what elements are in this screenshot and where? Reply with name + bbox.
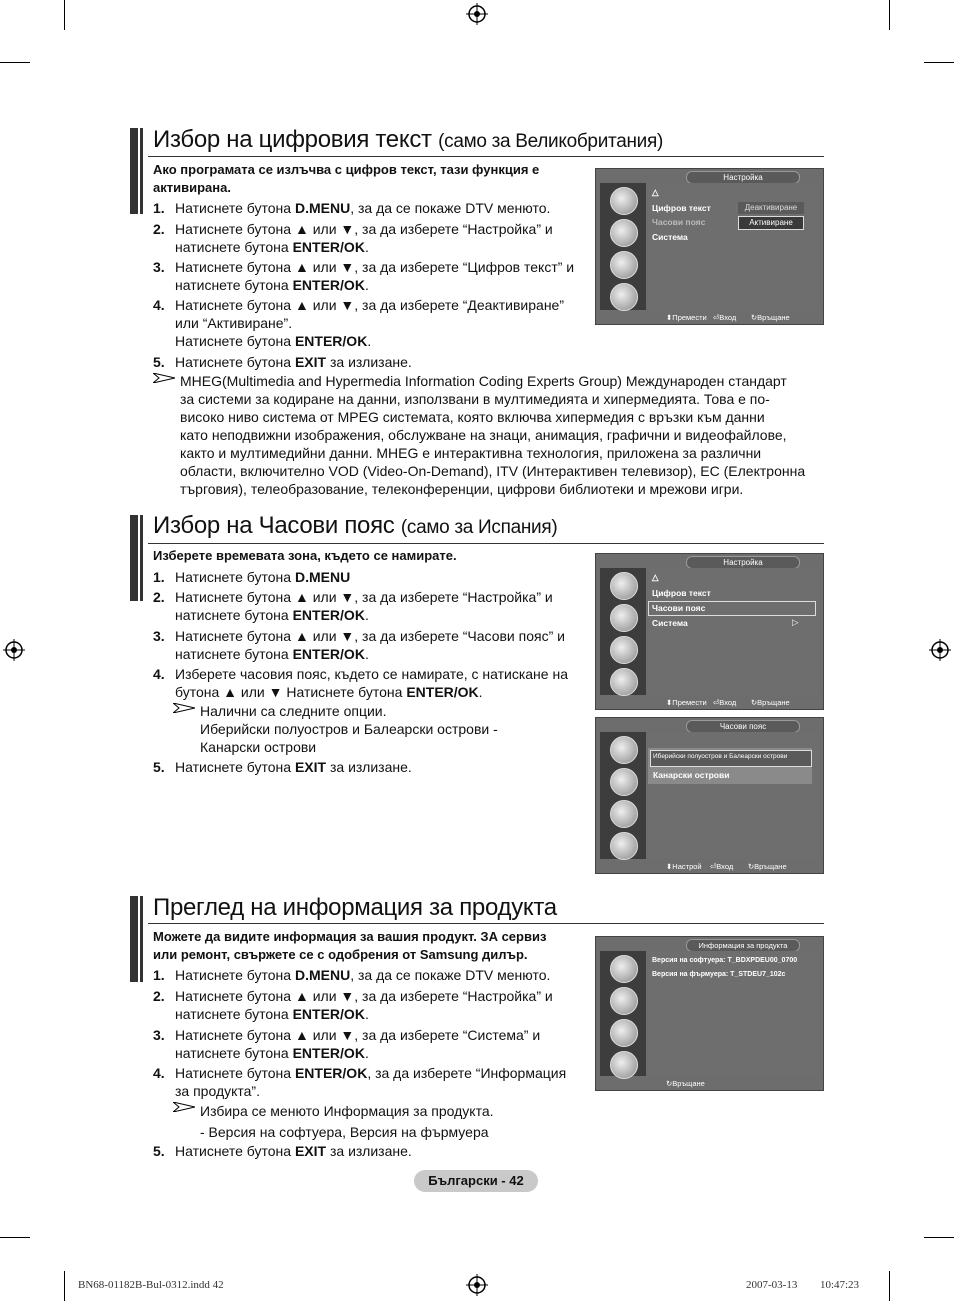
step-text: или “Активиране”. [175, 315, 293, 331]
intro-line: Изберете времевата зона, където се намирате. [153, 548, 457, 563]
step-text: Натиснете бутона EXIT за излизане. [175, 759, 412, 775]
step-text: натиснете бутона ENTER/OK. [175, 1045, 369, 1061]
step-text: натиснете бутона ENTER/OK. [175, 277, 369, 293]
move-icon: ⬍ [666, 698, 673, 707]
input-icon [610, 668, 638, 696]
step-text: Натиснете бутона ▲ или ▼, за да изберете “Настройка” и [175, 221, 553, 237]
step-text: Натиснете бутона ▲ или ▼, за да изберете “Настройка” и [175, 589, 553, 605]
footer-move: Премести [672, 313, 707, 322]
osd-header: Часови пояс [686, 720, 800, 733]
osd-setup-time-zone [595, 553, 824, 710]
footer-return: Връщане [754, 862, 787, 871]
up-arrow-icon: △ [652, 187, 659, 197]
note-line: - Версия на софтуера, Версия на фърмуера [200, 1124, 489, 1140]
osd-footer [666, 698, 790, 707]
section-bar [130, 515, 138, 601]
osd-item-digital-text[interactable]: Цифров текст [652, 588, 711, 598]
picture-icon [610, 187, 638, 215]
osd-panel [648, 951, 819, 1076]
note-arrow-icon [153, 373, 175, 383]
step-number: 1. [153, 200, 165, 216]
title-main: Избор на цифровия текст [153, 126, 432, 153]
crop-mark [924, 1237, 954, 1238]
note-line: MHEG(Multimedia and Hypermedia Information Coding Experts Group) Международен стандарт [180, 373, 787, 389]
intro-line: или ремонт, свържете се с одобрения от Samsung дилър. [153, 947, 528, 962]
intro-line: Ако програмата се излъчва с цифров текст, тази функция е [153, 162, 540, 177]
step-number: 5. [153, 1143, 165, 1159]
crop-mark [889, 0, 890, 30]
step-text: Натиснете бутона ENTER/OK. [175, 333, 372, 349]
mheg-note [180, 372, 805, 498]
fw-value: T_STDEU7_102c [730, 971, 786, 978]
footer-move: Премести [672, 698, 707, 707]
enter-icon: ⏎ [709, 862, 717, 871]
footer-enter: Вход [719, 698, 737, 707]
step-text: натиснете бутона ENTER/OK. [175, 607, 369, 623]
osd-footer [666, 313, 790, 322]
move-icon: ⬍ [666, 862, 673, 871]
step-number: 5. [153, 354, 165, 370]
section-bar [130, 128, 138, 214]
crop-mark [924, 62, 954, 63]
footer-return: Връщане [757, 698, 790, 707]
note-line: Иберийски полуостров и Балеарски острови - [200, 721, 498, 737]
osd-icon-column [600, 951, 646, 1076]
sound-icon [610, 219, 638, 247]
section-title-time-zone [153, 512, 557, 540]
return-icon: ↻ [666, 1079, 673, 1088]
note-arrow-icon [173, 1102, 195, 1112]
setup-icon [610, 636, 638, 664]
osd-footer [666, 862, 787, 871]
move-icon: ⬍ [666, 313, 673, 322]
step-number: 3. [153, 628, 165, 644]
step-text: Натиснете бутона D.MENU [175, 569, 351, 585]
crop-mark [64, 0, 65, 30]
step-text: Натиснете бутона D.MENU, за да се покаже DTV менюто. [175, 967, 551, 983]
sound-icon [610, 987, 638, 1015]
section-bar [140, 515, 143, 601]
footer-return: Връщане [672, 1079, 705, 1088]
section-bar [130, 896, 138, 982]
crop-mark [0, 62, 30, 63]
note-line: Канарски острови [200, 739, 317, 755]
enter-icon: ⏎ [713, 698, 720, 707]
note-line: търговия), телеобразование, телеконференции, цифрови библиотеки и мрежови игри. [180, 481, 744, 497]
step-number: 1. [153, 569, 165, 585]
note-line: високо ниво система от MPEG системата, която включва хипермедия с връзки към данни [180, 409, 765, 425]
option-iberian[interactable]: Иберийски полуостров и Балеарски острови [653, 753, 788, 760]
title-main: Избор на Часови пояс [153, 512, 395, 539]
osd-panel [648, 183, 819, 310]
setup-icon [610, 251, 638, 279]
step-text: Натиснете бутона ▲ или ▼, за да изберете “Настройка” и [175, 988, 553, 1004]
registration-mark-icon [929, 639, 951, 661]
osd-item-digital-text[interactable]: Цифров текст [652, 203, 711, 213]
divider [148, 543, 824, 544]
footer-enter: Вход [716, 862, 734, 871]
picture-icon [610, 572, 638, 600]
note-line: Избира се менюто Информация за продукта. [200, 1103, 494, 1119]
return-icon: ↻ [747, 862, 755, 871]
step-number: 3. [153, 1027, 165, 1043]
registration-mark-icon [466, 3, 488, 25]
osd-icon-column [600, 568, 646, 695]
option-disable[interactable]: Деактивиране [738, 202, 804, 214]
note-line: Налични са следните опции. [200, 703, 387, 719]
step-text: Натиснете бутона D.MENU, за да се покаже DTV менюто. [175, 200, 551, 216]
step-number: 4. [153, 297, 165, 313]
osd-item-time-zone[interactable]: Часови пояс [652, 603, 706, 613]
registration-mark-icon [3, 639, 25, 661]
step-number: 2. [153, 589, 165, 605]
step-number: 5. [153, 759, 165, 775]
osd-item-system[interactable]: Система [652, 232, 688, 242]
crop-mark [0, 1237, 30, 1238]
section-title-product-info: Преглед на информация за продукта [153, 894, 557, 921]
osd-footer [666, 1079, 705, 1088]
intro-line: Можете да видите информация за вашия продукт. ЗА сервиз [153, 929, 547, 944]
note-line: области, включително VOD (Video-On-Demand), ITV (Интерактивен телевизор), EC (Електронна [180, 463, 806, 479]
note-line: за системи за кодиране на данни, използвани в мултимедията и хипермедията. Това е по- [180, 391, 770, 407]
return-icon: ↻ [750, 698, 758, 707]
right-arrow-icon: ▷ [792, 617, 799, 627]
sw-label: Версия на софтуера: [652, 957, 726, 964]
footer-adjust: Настрой [672, 862, 702, 871]
osd-item-time-zone[interactable]: Часови пояс [652, 217, 706, 227]
option-enable[interactable]: Активиране [738, 216, 804, 230]
osd-header: Настройка [686, 171, 800, 184]
enter-icon: ⏎ [713, 313, 720, 322]
step-number: 2. [153, 988, 165, 1004]
registration-mark-icon [466, 1274, 488, 1296]
input-icon [610, 832, 638, 860]
step-number: 4. [153, 1065, 165, 1081]
sound-icon [610, 604, 638, 632]
note-arrow-icon [173, 703, 195, 713]
footer-enter: Вход [719, 313, 737, 322]
osd-header: Настройка [686, 556, 800, 569]
section-title-digital-text [153, 126, 663, 154]
setup-icon [610, 1019, 638, 1047]
title-sub: (само за Испания) [400, 517, 558, 538]
step-text: натиснете бутона ENTER/OK. [175, 1006, 369, 1022]
step-text: Натиснете бутона ▲ или ▼, за да изберете “Часови пояс” и [175, 628, 565, 644]
osd-icon-column [600, 183, 646, 310]
return-icon: ↻ [750, 313, 758, 322]
osd-item-system[interactable]: Система [652, 618, 688, 628]
osd-product-info [595, 936, 824, 1091]
input-icon [610, 1051, 638, 1079]
step-number: 3. [153, 259, 165, 275]
step-text: за продукта”. [175, 1083, 260, 1099]
option-canary[interactable]: Канарски острови [653, 770, 730, 780]
step-text: бутона ▲ или ▼ Натиснете бутона ENTER/OK. [175, 684, 483, 700]
step-text: Натиснете бутона ▲ или ▼, за да изберете “Деактивиране” [175, 297, 564, 313]
osd-panel [648, 568, 819, 695]
step-number: 1. [153, 967, 165, 983]
osd-setup-digital-text [595, 168, 824, 325]
time-zone-options-note [200, 702, 498, 756]
step-number: 2. [153, 221, 165, 237]
step-text: Натиснете бутона EXIT за излизане. [175, 354, 412, 370]
section-bar [140, 128, 143, 214]
setup-icon [610, 800, 638, 828]
section-bar [140, 896, 143, 982]
footer-date-info: 2007-03-13 ￿￿ 10:47:23 [746, 1279, 860, 1291]
input-icon [610, 283, 638, 311]
firmware-version [652, 971, 785, 978]
osd-time-zone-list [595, 717, 824, 874]
intro-line: активирана. [153, 180, 231, 195]
step-text: Натиснете бутона EXIT за излизане. [175, 1143, 412, 1159]
picture-icon [610, 736, 638, 764]
step-text: Изберете часовия пояс, където се намирате, с натискане на [175, 666, 568, 682]
sw-value: T_BDXPDEU00_0700 [727, 957, 798, 964]
page-number-badge: Български - 42 [414, 1170, 538, 1192]
step-text: Натиснете бутона ENTER/OK, за да изберете “Информация [175, 1065, 567, 1081]
step-text: Натиснете бутона ▲ или ▼, за да изберете “Система” и [175, 1027, 541, 1043]
fw-label: Версия на фърмуера: [652, 971, 729, 978]
crop-mark [889, 1271, 890, 1301]
title-sub: (само за Великобритания) [438, 131, 663, 152]
crop-mark [64, 1271, 65, 1301]
step-text: натиснете бутона ENTER/OK. [175, 239, 369, 255]
step-number: 4. [153, 666, 165, 682]
osd-header: Информация за продукта [686, 939, 800, 952]
sound-icon [610, 768, 638, 796]
up-arrow-icon: △ [652, 572, 659, 582]
footer-file-info: BN68-01182B-Bul-0312.indd 42 [78, 1279, 224, 1291]
divider [148, 156, 824, 157]
divider [148, 923, 824, 924]
note-line: както и мултимедийни данни. MHEG е интерактивна технология, приложена за различни [180, 445, 762, 461]
note-line: като неподвижни изображения, обслужване на знаци, анимация, графични и видеофайлове, [180, 427, 787, 443]
product-info-note [200, 1101, 494, 1143]
footer-return: Връщане [757, 313, 790, 322]
osd-panel [648, 732, 819, 859]
step-text: Натиснете бутона ▲ или ▼, за да изберете “Цифров текст” и [175, 259, 575, 275]
software-version [652, 957, 797, 964]
picture-icon [610, 955, 638, 983]
osd-icon-column [600, 732, 646, 859]
step-text: натиснете бутона ENTER/OK. [175, 646, 369, 662]
